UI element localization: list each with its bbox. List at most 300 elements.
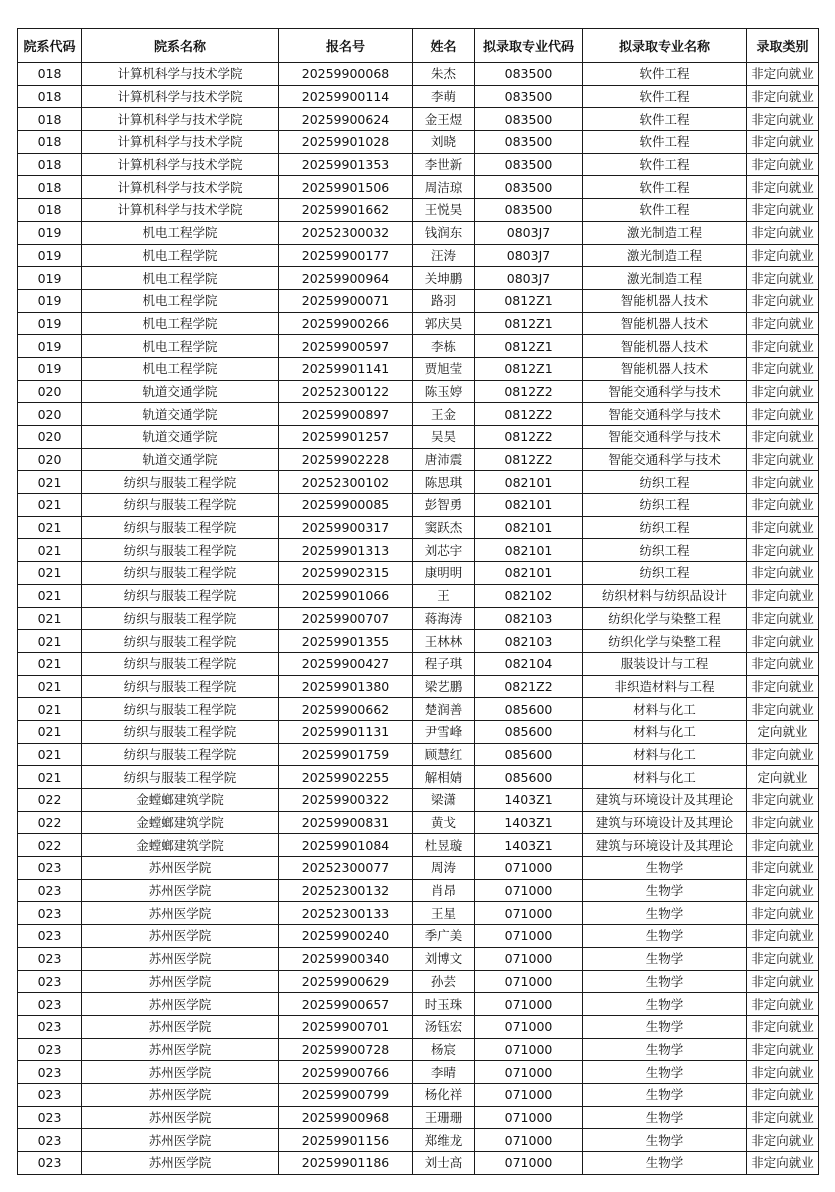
student-name-cell: 王林林 xyxy=(413,630,475,653)
table-row xyxy=(18,879,819,902)
major-name-cell: 建筑与环境设计及其理论 xyxy=(583,789,747,812)
major-code-cell: 071000 xyxy=(475,857,583,880)
dept-name-cell: 苏州医学院 xyxy=(82,1152,279,1175)
major-code-cell: 083500 xyxy=(475,85,583,108)
major-name-cell: 生物学 xyxy=(583,879,747,902)
table-row xyxy=(18,675,819,698)
major-name-cell: 生物学 xyxy=(583,925,747,948)
dept-name-cell: 轨道交通学院 xyxy=(82,380,279,403)
reg-number-cell: 20259900624 xyxy=(279,108,413,131)
major-code-cell: 085600 xyxy=(475,766,583,789)
reg-number-cell: 20259900340 xyxy=(279,947,413,970)
dept-name-cell: 纺织与服装工程学院 xyxy=(82,539,279,562)
reg-number-cell: 20259901186 xyxy=(279,1152,413,1175)
table-row xyxy=(18,902,819,925)
dept-name-cell: 纺织与服装工程学院 xyxy=(82,766,279,789)
admission-type-cell: 非定向就业 xyxy=(747,1061,819,1084)
dept-code-cell: 019 xyxy=(18,335,82,358)
reg-number-cell: 20252300133 xyxy=(279,902,413,925)
reg-number-cell: 20259900085 xyxy=(279,494,413,517)
student-name-cell: 梁潇 xyxy=(413,789,475,812)
table-row xyxy=(18,789,819,812)
dept-code-cell: 018 xyxy=(18,108,82,131)
major-name-cell: 软件工程 xyxy=(583,131,747,154)
dept-code-cell: 023 xyxy=(18,879,82,902)
table-row xyxy=(18,221,819,244)
reg-number-cell: 20259901156 xyxy=(279,1129,413,1152)
dept-name-cell: 计算机科学与技术学院 xyxy=(82,108,279,131)
major-name-cell: 建筑与环境设计及其理论 xyxy=(583,811,747,834)
reg-number-cell: 20259900629 xyxy=(279,970,413,993)
admission-type-cell: 非定向就业 xyxy=(747,1015,819,1038)
dept-code-cell: 019 xyxy=(18,289,82,312)
student-name-cell: 尹雪峰 xyxy=(413,720,475,743)
table-row xyxy=(18,335,819,358)
table-row xyxy=(18,811,819,834)
table-row xyxy=(18,85,819,108)
major-name-cell: 激光制造工程 xyxy=(583,267,747,290)
table-row xyxy=(18,607,819,630)
reg-number-cell: 20259901313 xyxy=(279,539,413,562)
major-name-cell: 纺织工程 xyxy=(583,562,747,585)
admission-type-cell: 非定向就业 xyxy=(747,494,819,517)
dept-name-cell: 纺织与服装工程学院 xyxy=(82,494,279,517)
table-row xyxy=(18,380,819,403)
reg-number-cell: 20252300122 xyxy=(279,380,413,403)
reg-number-cell: 20259900068 xyxy=(279,63,413,86)
major-name-cell: 软件工程 xyxy=(583,199,747,222)
dept-name-cell: 苏州医学院 xyxy=(82,1129,279,1152)
major-name-cell: 生物学 xyxy=(583,902,747,925)
major-name-cell: 软件工程 xyxy=(583,176,747,199)
header-major-code: 拟录取专业代码 xyxy=(475,29,583,63)
dept-name-cell: 计算机科学与技术学院 xyxy=(82,63,279,86)
dept-name-cell: 金螳螂建筑学院 xyxy=(82,834,279,857)
admission-type-cell: 非定向就业 xyxy=(747,63,819,86)
admission-type-cell: 非定向就业 xyxy=(747,970,819,993)
admission-type-cell: 非定向就业 xyxy=(747,1152,819,1175)
major-code-cell: 071000 xyxy=(475,1083,583,1106)
admission-type-cell: 非定向就业 xyxy=(747,357,819,380)
dept-name-cell: 纺织与服装工程学院 xyxy=(82,675,279,698)
student-name-cell: 孙芸 xyxy=(413,970,475,993)
student-name-cell: 王悦昊 xyxy=(413,199,475,222)
admission-type-cell: 非定向就业 xyxy=(747,176,819,199)
admission-type-cell: 非定向就业 xyxy=(747,584,819,607)
student-name-cell: 贾旭莹 xyxy=(413,357,475,380)
major-code-cell: 082101 xyxy=(475,516,583,539)
table-row xyxy=(18,766,819,789)
major-code-cell: 085600 xyxy=(475,720,583,743)
reg-number-cell: 20259901355 xyxy=(279,630,413,653)
table-row xyxy=(18,698,819,721)
admission-type-cell: 非定向就业 xyxy=(747,1083,819,1106)
student-name-cell: 梁艺鹏 xyxy=(413,675,475,698)
major-name-cell: 智能交通科学与技术 xyxy=(583,426,747,449)
admission-type-cell: 非定向就业 xyxy=(747,652,819,675)
major-name-cell: 生物学 xyxy=(583,970,747,993)
reg-number-cell: 20252300077 xyxy=(279,857,413,880)
dept-name-cell: 苏州医学院 xyxy=(82,925,279,948)
major-name-cell: 生物学 xyxy=(583,1015,747,1038)
major-name-cell: 材料与化工 xyxy=(583,720,747,743)
student-name-cell: 李晴 xyxy=(413,1061,475,1084)
major-code-cell: 071000 xyxy=(475,1015,583,1038)
student-name-cell: 朱杰 xyxy=(413,63,475,86)
major-code-cell: 082103 xyxy=(475,630,583,653)
header-dept-code: 院系代码 xyxy=(18,29,82,63)
reg-number-cell: 20259900114 xyxy=(279,85,413,108)
dept-code-cell: 021 xyxy=(18,516,82,539)
student-name-cell: 王星 xyxy=(413,902,475,925)
dept-name-cell: 纺织与服装工程学院 xyxy=(82,652,279,675)
header-admission-type: 录取类别 xyxy=(747,29,819,63)
admission-type-cell: 非定向就业 xyxy=(747,335,819,358)
table-row xyxy=(18,1152,819,1175)
dept-name-cell: 机电工程学院 xyxy=(82,244,279,267)
dept-code-cell: 023 xyxy=(18,1083,82,1106)
admission-type-cell: 非定向就业 xyxy=(747,675,819,698)
major-code-cell: 082101 xyxy=(475,562,583,585)
dept-code-cell: 019 xyxy=(18,221,82,244)
major-code-cell: 071000 xyxy=(475,1061,583,1084)
admission-type-cell: 非定向就业 xyxy=(747,426,819,449)
major-code-cell: 083500 xyxy=(475,131,583,154)
dept-code-cell: 021 xyxy=(18,698,82,721)
dept-name-cell: 纺织与服装工程学院 xyxy=(82,607,279,630)
major-name-cell: 建筑与环境设计及其理论 xyxy=(583,834,747,857)
admission-type-cell: 非定向就业 xyxy=(747,857,819,880)
major-code-cell: 083500 xyxy=(475,176,583,199)
reg-number-cell: 20259901506 xyxy=(279,176,413,199)
major-code-cell: 085600 xyxy=(475,698,583,721)
reg-number-cell: 20259901662 xyxy=(279,199,413,222)
reg-number-cell: 20259901131 xyxy=(279,720,413,743)
dept-code-cell: 018 xyxy=(18,63,82,86)
table-row xyxy=(18,993,819,1016)
header-student-name: 姓名 xyxy=(413,29,475,63)
major-name-cell: 智能交通科学与技术 xyxy=(583,380,747,403)
reg-number-cell: 20259900968 xyxy=(279,1106,413,1129)
admission-type-cell: 非定向就业 xyxy=(747,131,819,154)
major-code-cell: 071000 xyxy=(475,902,583,925)
reg-number-cell: 20252300102 xyxy=(279,471,413,494)
student-name-cell: 时玉珠 xyxy=(413,993,475,1016)
table-row xyxy=(18,244,819,267)
reg-number-cell: 20259902228 xyxy=(279,448,413,471)
dept-code-cell: 021 xyxy=(18,720,82,743)
dept-code-cell: 021 xyxy=(18,675,82,698)
dept-code-cell: 019 xyxy=(18,357,82,380)
dept-code-cell: 023 xyxy=(18,1038,82,1061)
reg-number-cell: 20259900322 xyxy=(279,789,413,812)
reg-number-cell: 20259900266 xyxy=(279,312,413,335)
student-name-cell: 顾慧红 xyxy=(413,743,475,766)
dept-code-cell: 021 xyxy=(18,539,82,562)
table-row xyxy=(18,1106,819,1129)
student-name-cell: 蒋海涛 xyxy=(413,607,475,630)
major-code-cell: 071000 xyxy=(475,947,583,970)
dept-code-cell: 021 xyxy=(18,494,82,517)
major-name-cell: 软件工程 xyxy=(583,153,747,176)
student-name-cell: 陈思琪 xyxy=(413,471,475,494)
dept-code-cell: 023 xyxy=(18,970,82,993)
student-name-cell: 杨宸 xyxy=(413,1038,475,1061)
table-row xyxy=(18,426,819,449)
admission-type-cell: 非定向就业 xyxy=(747,993,819,1016)
reg-number-cell: 20259900707 xyxy=(279,607,413,630)
dept-code-cell: 018 xyxy=(18,153,82,176)
dept-name-cell: 苏州医学院 xyxy=(82,1038,279,1061)
dept-code-cell: 023 xyxy=(18,902,82,925)
table-row xyxy=(18,947,819,970)
student-name-cell: 周涛 xyxy=(413,857,475,880)
dept-code-cell: 018 xyxy=(18,131,82,154)
dept-name-cell: 轨道交通学院 xyxy=(82,426,279,449)
reg-number-cell: 20259900766 xyxy=(279,1061,413,1084)
reg-number-cell: 20259900657 xyxy=(279,993,413,1016)
reg-number-cell: 20252300132 xyxy=(279,879,413,902)
admission-type-cell: 非定向就业 xyxy=(747,947,819,970)
dept-name-cell: 机电工程学院 xyxy=(82,267,279,290)
student-name-cell: 杨化祥 xyxy=(413,1083,475,1106)
major-code-cell: 082104 xyxy=(475,652,583,675)
dept-code-cell: 019 xyxy=(18,244,82,267)
admission-table-container xyxy=(17,28,819,1175)
admission-type-cell: 定向就业 xyxy=(747,766,819,789)
dept-name-cell: 机电工程学院 xyxy=(82,289,279,312)
major-name-cell: 智能交通科学与技术 xyxy=(583,403,747,426)
admission-type-cell: 非定向就业 xyxy=(747,312,819,335)
admission-type-cell: 非定向就业 xyxy=(747,267,819,290)
table-row xyxy=(18,720,819,743)
table-body xyxy=(18,63,819,1175)
student-name-cell: 陈玉婷 xyxy=(413,380,475,403)
major-code-cell: 0803J7 xyxy=(475,221,583,244)
dept-code-cell: 022 xyxy=(18,811,82,834)
student-name-cell: 刘晓 xyxy=(413,131,475,154)
admission-type-cell: 非定向就业 xyxy=(747,1038,819,1061)
student-name-cell: 窦跃杰 xyxy=(413,516,475,539)
admission-type-cell: 非定向就业 xyxy=(747,743,819,766)
table-row xyxy=(18,1038,819,1061)
dept-code-cell: 022 xyxy=(18,789,82,812)
major-code-cell: 0812Z2 xyxy=(475,426,583,449)
student-name-cell: 刘士高 xyxy=(413,1152,475,1175)
table-row xyxy=(18,312,819,335)
dept-name-cell: 纺织与服装工程学院 xyxy=(82,720,279,743)
admission-type-cell: 非定向就业 xyxy=(747,380,819,403)
reg-number-cell: 20259901084 xyxy=(279,834,413,857)
major-code-cell: 0803J7 xyxy=(475,244,583,267)
dept-code-cell: 021 xyxy=(18,607,82,630)
dept-name-cell: 机电工程学院 xyxy=(82,357,279,380)
table-row xyxy=(18,539,819,562)
major-name-cell: 服装设计与工程 xyxy=(583,652,747,675)
student-name-cell: 汪涛 xyxy=(413,244,475,267)
major-code-cell: 085600 xyxy=(475,743,583,766)
admission-type-cell: 非定向就业 xyxy=(747,403,819,426)
table-row xyxy=(18,108,819,131)
major-name-cell: 生物学 xyxy=(583,1061,747,1084)
major-code-cell: 0803J7 xyxy=(475,267,583,290)
dept-name-cell: 纺织与服装工程学院 xyxy=(82,698,279,721)
major-name-cell: 纺织工程 xyxy=(583,516,747,539)
header-dept-name: 院系名称 xyxy=(82,29,279,63)
table-row xyxy=(18,357,819,380)
dept-code-cell: 023 xyxy=(18,1152,82,1175)
table-row xyxy=(18,834,819,857)
major-name-cell: 材料与化工 xyxy=(583,698,747,721)
major-code-cell: 083500 xyxy=(475,199,583,222)
admission-type-cell: 定向就业 xyxy=(747,720,819,743)
major-name-cell: 纺织化学与染整工程 xyxy=(583,630,747,653)
admission-type-cell: 非定向就业 xyxy=(747,199,819,222)
major-code-cell: 0812Z2 xyxy=(475,380,583,403)
reg-number-cell: 20259901066 xyxy=(279,584,413,607)
header-major-name: 拟录取专业名称 xyxy=(583,29,747,63)
admission-type-cell: 非定向就业 xyxy=(747,925,819,948)
admission-type-cell: 非定向就业 xyxy=(747,562,819,585)
admission-type-cell: 非定向就业 xyxy=(747,539,819,562)
table-row xyxy=(18,562,819,585)
major-code-cell: 083500 xyxy=(475,153,583,176)
major-code-cell: 082102 xyxy=(475,584,583,607)
major-code-cell: 0812Z2 xyxy=(475,448,583,471)
table-row xyxy=(18,516,819,539)
student-name-cell: 杜昱璇 xyxy=(413,834,475,857)
dept-name-cell: 轨道交通学院 xyxy=(82,448,279,471)
major-name-cell: 智能机器人技术 xyxy=(583,289,747,312)
dept-name-cell: 机电工程学院 xyxy=(82,335,279,358)
admission-type-cell: 非定向就业 xyxy=(747,448,819,471)
dept-code-cell: 021 xyxy=(18,743,82,766)
major-name-cell: 激光制造工程 xyxy=(583,221,747,244)
table-row xyxy=(18,63,819,86)
major-name-cell: 智能机器人技术 xyxy=(583,357,747,380)
student-name-cell: 楚润善 xyxy=(413,698,475,721)
dept-code-cell: 021 xyxy=(18,766,82,789)
dept-code-cell: 019 xyxy=(18,267,82,290)
admission-type-cell: 非定向就业 xyxy=(747,516,819,539)
dept-code-cell: 021 xyxy=(18,630,82,653)
major-code-cell: 0812Z1 xyxy=(475,312,583,335)
dept-code-cell: 023 xyxy=(18,1129,82,1152)
major-name-cell: 生物学 xyxy=(583,1083,747,1106)
table-row xyxy=(18,1015,819,1038)
dept-name-cell: 苏州医学院 xyxy=(82,970,279,993)
major-name-cell: 激光制造工程 xyxy=(583,244,747,267)
dept-name-cell: 计算机科学与技术学院 xyxy=(82,131,279,154)
admission-type-cell: 非定向就业 xyxy=(747,1129,819,1152)
admission-type-cell: 非定向就业 xyxy=(747,834,819,857)
major-name-cell: 生物学 xyxy=(583,1106,747,1129)
major-name-cell: 软件工程 xyxy=(583,108,747,131)
major-code-cell: 071000 xyxy=(475,1152,583,1175)
student-name-cell: 唐沛震 xyxy=(413,448,475,471)
student-name-cell: 王 xyxy=(413,584,475,607)
major-name-cell: 生物学 xyxy=(583,1038,747,1061)
major-code-cell: 071000 xyxy=(475,970,583,993)
reg-number-cell: 20259900831 xyxy=(279,811,413,834)
major-name-cell: 智能机器人技术 xyxy=(583,335,747,358)
student-name-cell: 周洁琼 xyxy=(413,176,475,199)
admission-type-cell: 非定向就业 xyxy=(747,153,819,176)
dept-name-cell: 纺织与服装工程学院 xyxy=(82,584,279,607)
dept-code-cell: 023 xyxy=(18,1106,82,1129)
dept-code-cell: 021 xyxy=(18,471,82,494)
student-name-cell: 金王煜 xyxy=(413,108,475,131)
student-name-cell: 李世新 xyxy=(413,153,475,176)
reg-number-cell: 20259900964 xyxy=(279,267,413,290)
table-row xyxy=(18,584,819,607)
major-name-cell: 非织造材料与工程 xyxy=(583,675,747,698)
dept-name-cell: 计算机科学与技术学院 xyxy=(82,199,279,222)
major-name-cell: 生物学 xyxy=(583,993,747,1016)
dept-code-cell: 020 xyxy=(18,426,82,449)
dept-name-cell: 苏州医学院 xyxy=(82,879,279,902)
reg-number-cell: 20259900662 xyxy=(279,698,413,721)
student-name-cell: 刘芯宇 xyxy=(413,539,475,562)
admission-type-cell: 非定向就业 xyxy=(747,221,819,244)
table-row xyxy=(18,176,819,199)
dept-code-cell: 021 xyxy=(18,652,82,675)
dept-name-cell: 金螳螂建筑学院 xyxy=(82,811,279,834)
admission-type-cell: 非定向就业 xyxy=(747,789,819,812)
admission-type-cell: 非定向就业 xyxy=(747,698,819,721)
student-name-cell: 关坤鹏 xyxy=(413,267,475,290)
dept-name-cell: 机电工程学院 xyxy=(82,221,279,244)
major-name-cell: 软件工程 xyxy=(583,63,747,86)
major-name-cell: 材料与化工 xyxy=(583,743,747,766)
major-code-cell: 0821Z2 xyxy=(475,675,583,698)
major-code-cell: 071000 xyxy=(475,993,583,1016)
table-row xyxy=(18,1061,819,1084)
admission-type-cell: 非定向就业 xyxy=(747,630,819,653)
dept-code-cell: 023 xyxy=(18,1015,82,1038)
table-row xyxy=(18,153,819,176)
dept-name-cell: 苏州医学院 xyxy=(82,902,279,925)
major-code-cell: 071000 xyxy=(475,879,583,902)
header-reg-number: 报名号 xyxy=(279,29,413,63)
admission-type-cell: 非定向就业 xyxy=(747,607,819,630)
table-row xyxy=(18,403,819,426)
major-name-cell: 纺织工程 xyxy=(583,494,747,517)
student-name-cell: 吴昊 xyxy=(413,426,475,449)
reg-number-cell: 20259901028 xyxy=(279,131,413,154)
table-row xyxy=(18,630,819,653)
reg-number-cell: 20259900701 xyxy=(279,1015,413,1038)
student-name-cell: 彭智勇 xyxy=(413,494,475,517)
major-name-cell: 软件工程 xyxy=(583,85,747,108)
major-code-cell: 082101 xyxy=(475,471,583,494)
dept-name-cell: 机电工程学院 xyxy=(82,312,279,335)
dept-code-cell: 023 xyxy=(18,947,82,970)
dept-code-cell: 022 xyxy=(18,834,82,857)
dept-name-cell: 苏州医学院 xyxy=(82,1083,279,1106)
reg-number-cell: 20259901759 xyxy=(279,743,413,766)
student-name-cell: 程子琪 xyxy=(413,652,475,675)
admission-type-cell: 非定向就业 xyxy=(747,108,819,131)
dept-name-cell: 苏州医学院 xyxy=(82,947,279,970)
reg-number-cell: 20259900799 xyxy=(279,1083,413,1106)
dept-code-cell: 023 xyxy=(18,857,82,880)
dept-name-cell: 计算机科学与技术学院 xyxy=(82,153,279,176)
major-code-cell: 082101 xyxy=(475,494,583,517)
dept-code-cell: 021 xyxy=(18,562,82,585)
major-name-cell: 智能交通科学与技术 xyxy=(583,448,747,471)
table-row xyxy=(18,267,819,290)
